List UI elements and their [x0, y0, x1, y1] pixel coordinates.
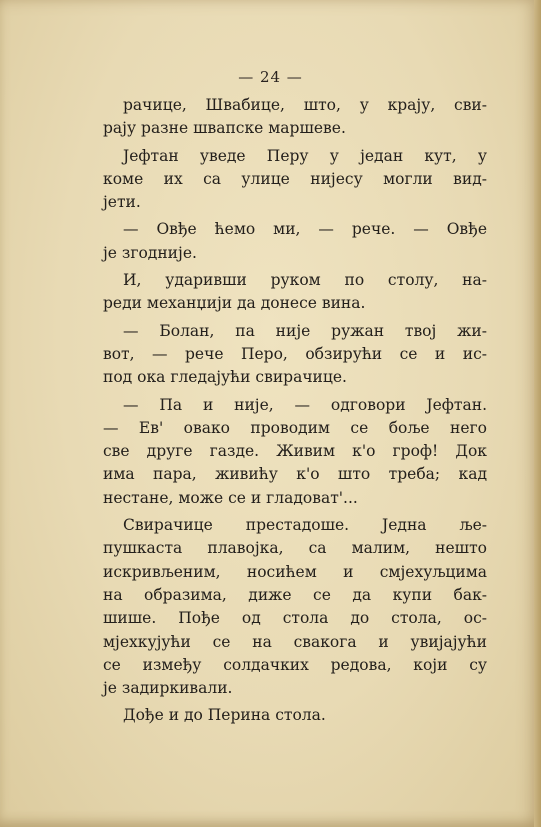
- paragraph: [103, 269, 487, 316]
- text-line: шише. Пође од стола до стола, ос-: [103, 609, 487, 628]
- text-line: коме их са улице нијесу могли вид-: [103, 169, 487, 188]
- paragraph: [103, 145, 487, 215]
- text-line: — Болан, па није ружан твој жи-: [123, 321, 487, 340]
- text-line: — Овђе ћемо ми, — рече. — Овђе: [123, 220, 487, 239]
- text-line: рају разне швапске маршеве.: [103, 119, 346, 138]
- text-line: — Па и није, — одговори Јефтан.: [123, 395, 487, 414]
- paragraph: [103, 320, 487, 390]
- text-line: је задиркивали.: [103, 679, 233, 698]
- page-number: — 24 —: [238, 68, 303, 86]
- text-line: све друге газде. Живим к'о гроф! Док: [103, 442, 487, 461]
- text-line: нестане, може се и гладоват'...: [103, 488, 358, 507]
- text-line: на образима, диже се да купи бак-: [103, 585, 487, 604]
- text-line: пушкаста плавојка, са малим, нешто: [103, 539, 487, 558]
- text-line: искривљеним, носићем и смјехуљцима: [103, 562, 487, 581]
- text-line: И, ударивши руком по столу, на-: [123, 271, 487, 290]
- text-line: — Ев' овако проводим се боље него: [103, 418, 487, 437]
- text-line: рачице, Швабице, што, у крају, сви-: [123, 96, 487, 114]
- text-line: реди механџији да донесе вина.: [103, 294, 366, 313]
- text-line: под ока гледајући свирачице.: [103, 368, 347, 387]
- text-line: је згодније.: [103, 243, 197, 262]
- text-line: вот, — рече Перо, обзирући се и ис-: [103, 344, 487, 363]
- paragraph: [103, 704, 487, 727]
- text-line: има пара, живићу к'о што треба; кад: [103, 465, 487, 484]
- text-line: Свирачице престадоше. Једна ље-: [123, 516, 487, 535]
- page-edge: [534, 0, 541, 827]
- text-line: се између солдачких редова, који су: [103, 655, 487, 674]
- paragraph: [103, 394, 487, 510]
- text-line: Дође и до Перина стола.: [123, 706, 326, 725]
- paragraph: [103, 514, 487, 700]
- text-line: мјехкујући се на свакога и увијајући: [103, 632, 487, 651]
- text-line: Јефтан уведе Перу у један кут, у: [123, 146, 487, 165]
- body-text: [103, 94, 487, 732]
- paragraph: [103, 218, 487, 265]
- paragraph: [103, 94, 487, 141]
- text-line: јети.: [103, 193, 141, 212]
